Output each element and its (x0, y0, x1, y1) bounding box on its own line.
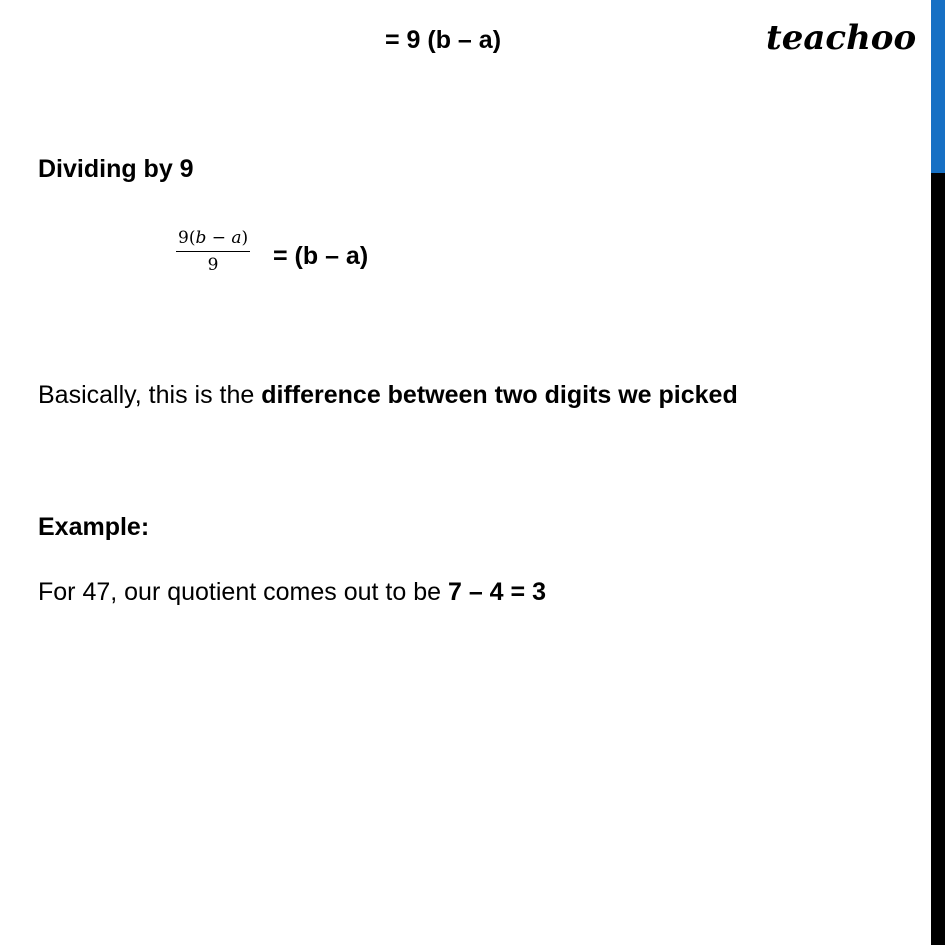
basically-line (38, 383, 738, 408)
fraction-numerator (176, 228, 250, 252)
example-bold: 7 – 4 = 3 (447, 578, 546, 606)
slide-sidebar (931, 0, 945, 945)
var-b: b (195, 228, 207, 248)
example-prefix: For 47, our quotient comes out to be (38, 578, 448, 606)
minus: − (206, 228, 232, 248)
example-heading-text: Example: (38, 513, 150, 541)
example-line (38, 580, 546, 605)
fraction-result (273, 244, 368, 269)
sidebar-accent (931, 0, 945, 173)
basically-bold: difference between two digits we picked (261, 381, 738, 409)
fraction-result-text: = (b – a) (273, 242, 369, 270)
heading-text: Dividing by 9 (38, 155, 194, 183)
example-heading (38, 515, 149, 540)
fraction (176, 228, 250, 275)
equation-text: = 9 (b – a) (385, 26, 502, 54)
num-prefix: 9( (178, 228, 196, 248)
basically-prefix: Basically, this is the (38, 381, 262, 409)
fraction-denominator: 9 (207, 255, 219, 275)
heading-dividing (38, 157, 194, 182)
teachoo-logo: teachoo (766, 18, 917, 58)
num-suffix: ) (241, 228, 249, 248)
var-a: a (231, 228, 242, 248)
equation-line (385, 28, 501, 53)
